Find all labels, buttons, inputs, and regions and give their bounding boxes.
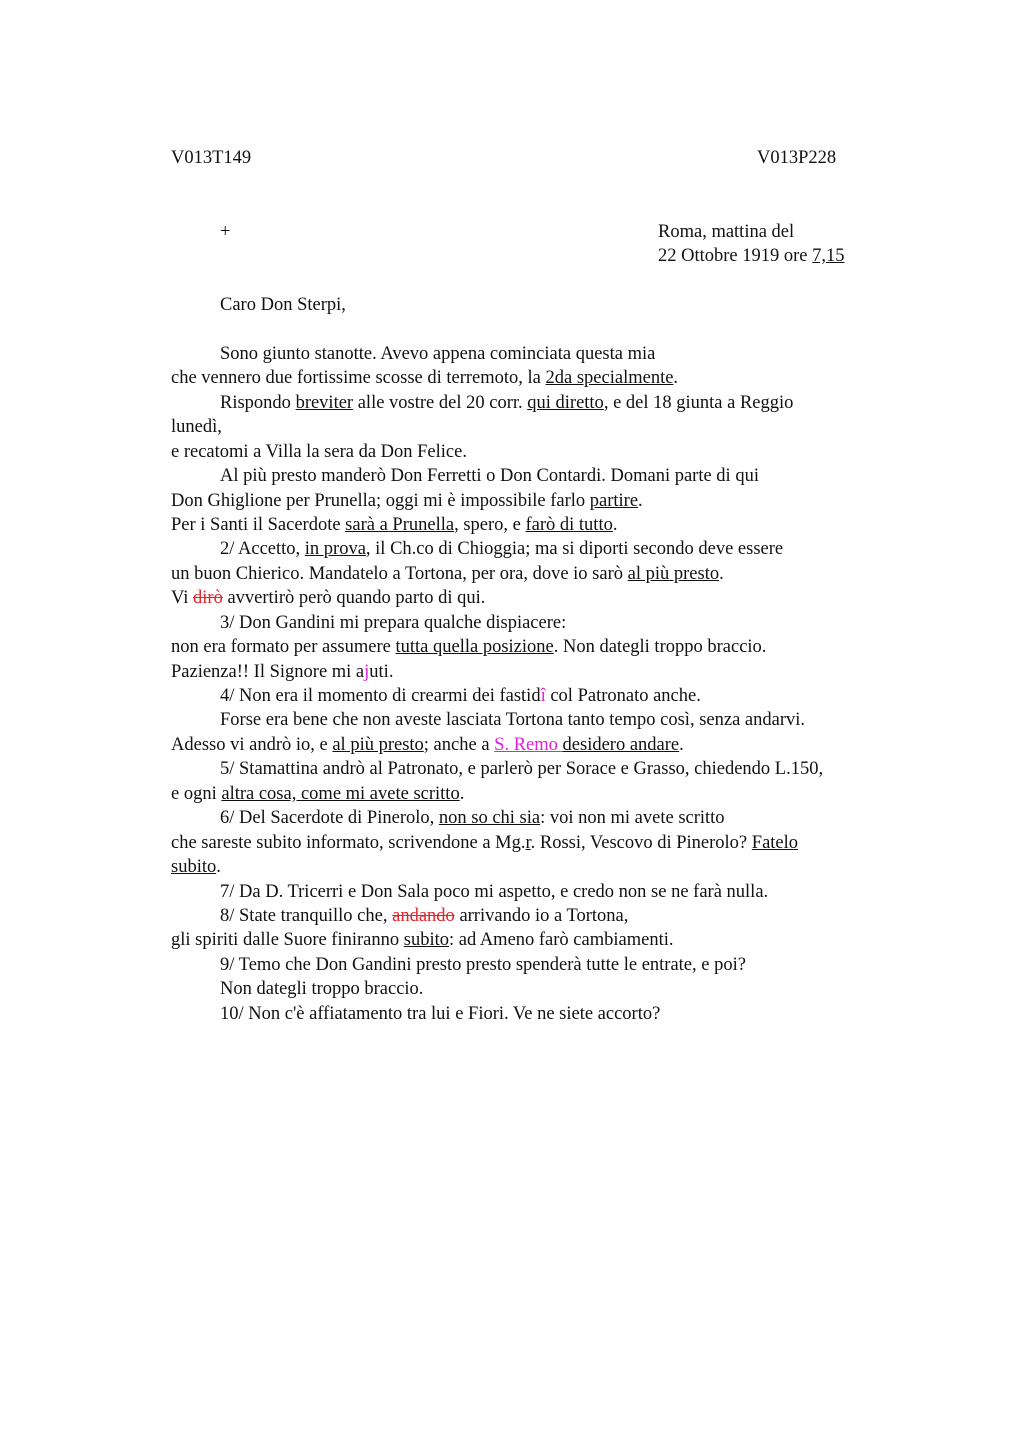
letter-line: Sono giunto stanotte. Avevo appena cominciata questa mia xyxy=(220,344,656,364)
letter-line: 8/ State tranquillo che, andando arrivando io a Tortona, xyxy=(220,906,629,926)
inserted-letter: î xyxy=(540,686,546,706)
letter-line: Al più presto manderò Don Ferretti o Don Contardi. Domani parte di qui xyxy=(220,466,759,486)
inserted-letter: j xyxy=(364,662,370,682)
letter-line: Vi dirò avvertirò però quando parto di qui. xyxy=(171,588,486,608)
date-line-2: 22 Ottobre 1919 ore 7,15 xyxy=(658,246,845,266)
document-code-right: V013P228 xyxy=(757,148,837,168)
date-line-1: Roma, mattina del xyxy=(658,222,795,242)
letter-line: 3/ Don Gandini mi prepara qualche dispiacere: xyxy=(220,613,567,633)
salutation: Caro Don Sterpi, xyxy=(220,295,346,315)
deleted-word: dirò xyxy=(193,588,223,608)
letter-line: un buon Chierico. Mandatelo a Tortona, per ora, dove io sarò al più presto. xyxy=(171,564,724,584)
letter-line: gli spiriti dalle Suore finiranno subito: ad Ameno farò cambiamenti. xyxy=(171,930,674,950)
deleted-word: andando xyxy=(392,906,455,926)
letter-line: Forse era bene che non aveste lasciata Tortona tanto tempo così, senza andarvi. xyxy=(220,710,805,730)
letter-line: 9/ Temo che Don Gandini presto presto spenderà tutte le entrate, e poi? xyxy=(220,955,746,975)
letter-line: 5/ Stamattina andrò al Patronato, e parlerò per Sorace e Grasso, chiedendo L.150, xyxy=(220,759,824,779)
letter-line: non era formato per assumere tutta quella posizione. Non dategli troppo braccio. xyxy=(171,637,767,657)
letter-line: Adesso vi andrò io, e al più presto; anche a S. Remo desidero andare. xyxy=(171,735,684,755)
letter-line: Per i Santi il Sacerdote sarà a Prunella, spero, e farò di tutto. xyxy=(171,515,618,535)
document-code-left: V013T149 xyxy=(171,148,252,168)
cross-symbol: + xyxy=(220,222,231,242)
letter-line: 2/ Accetto, in prova, il Ch.co di Chioggia; ma si diporti secondo deve essere xyxy=(220,539,784,559)
letter-line: che vennero due fortissime scosse di terremoto, la 2da specialmente. xyxy=(171,368,679,388)
letter-line: subito. xyxy=(171,857,221,877)
letter-line: e recatomi a Villa la sera da Don Felice. xyxy=(171,442,467,462)
letter-line: Rispondo breviter alle vostre del 20 corr. qui diretto, e del 18 giunta a Reggio xyxy=(220,393,794,413)
letter-line: 10/ Non c'è affiatamento tra lui e Fiori. Ve ne siete accorto? xyxy=(220,1004,661,1024)
letter-line: 7/ Da D. Tricerri e Don Sala poco mi aspetto, e credo non se ne farà nulla. xyxy=(220,882,769,902)
letter-line: Pazienza!! Il Signore mi ajuti. xyxy=(171,662,394,682)
letter-line: 6/ Del Sacerdote di Pinerolo, non so chi sia: voi non mi avete scritto xyxy=(220,808,725,828)
letter-line: Don Ghiglione per Prunella; oggi mi è impossibile farlo partire. xyxy=(171,491,643,511)
letter-line: e ogni altra cosa, come mi avete scritto. xyxy=(171,784,465,804)
letter-line: lunedì, xyxy=(171,417,222,437)
date-time: 7,15 xyxy=(812,246,845,266)
letter-line: Non dategli troppo braccio. xyxy=(220,979,424,999)
inserted-words: S. Remo xyxy=(494,735,563,755)
letter-line: 4/ Non era il momento di crearmi dei fastidî col Patronato anche. xyxy=(220,686,701,706)
letter-line: che sareste subito informato, scrivendone a Mg.r. Rossi, Vescovo di Pinerolo? Fatelo xyxy=(171,833,799,853)
